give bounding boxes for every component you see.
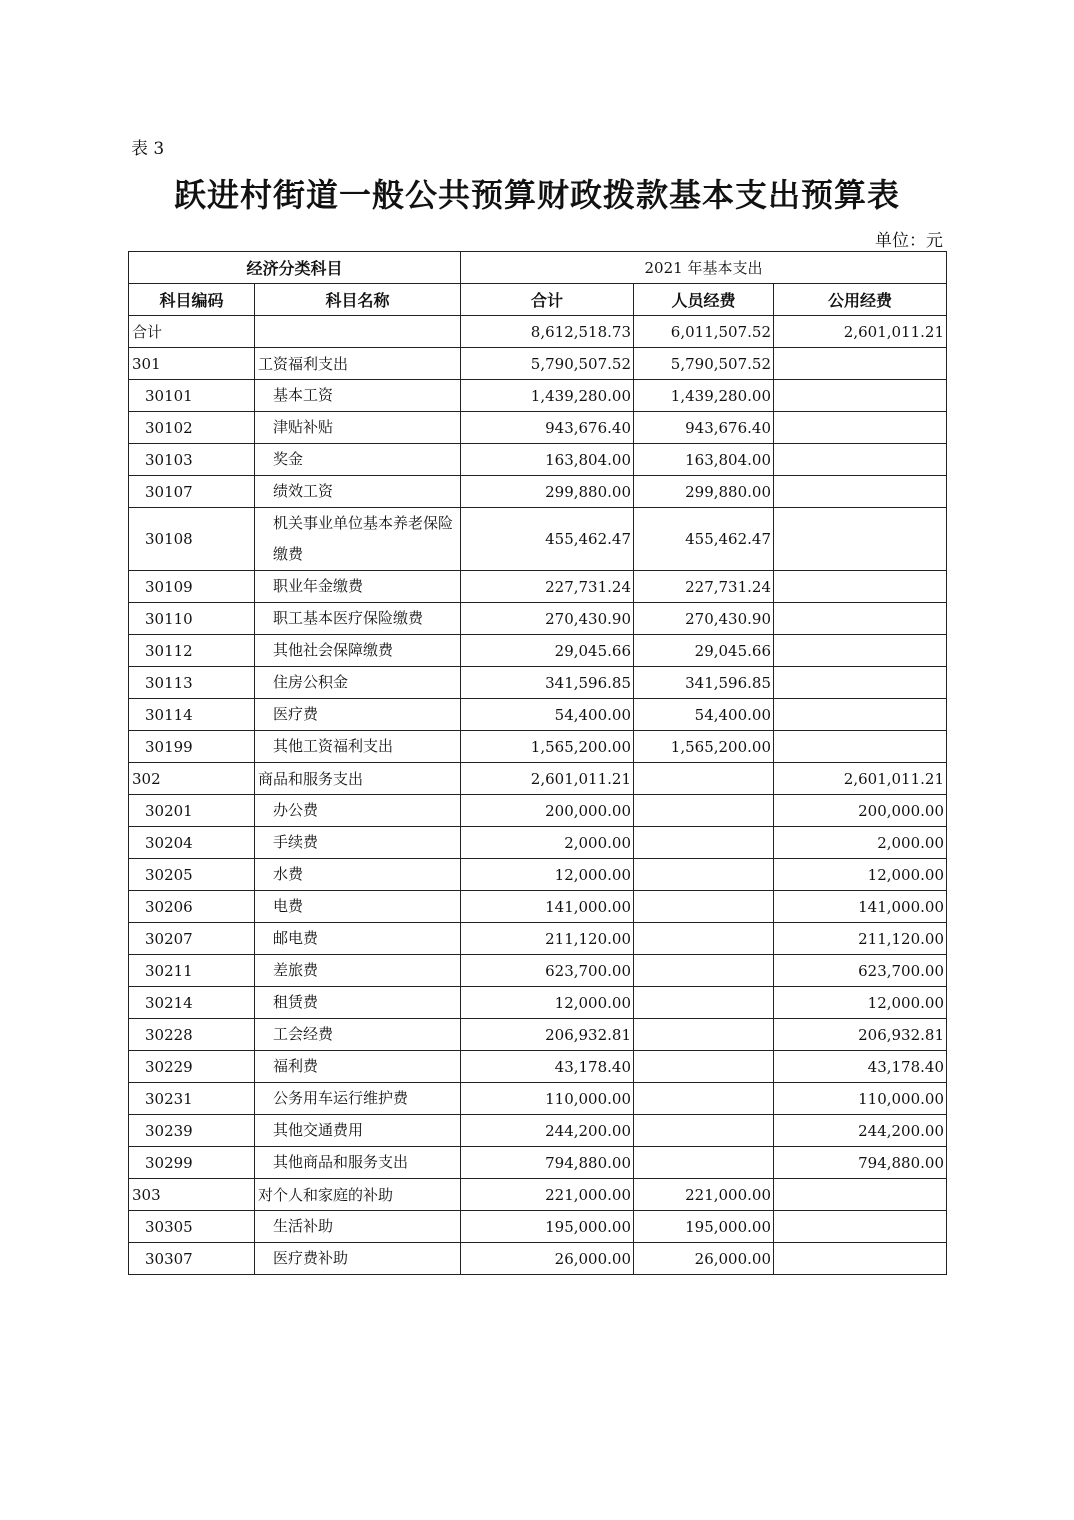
cell-name: 基本工资 bbox=[255, 380, 461, 412]
cell-code: 30199 bbox=[129, 731, 255, 763]
cell-name: 医疗费补助 bbox=[255, 1243, 461, 1275]
cell-total: 270,430.90 bbox=[461, 603, 634, 635]
cell-code: 30205 bbox=[129, 859, 255, 891]
cell-personnel bbox=[634, 827, 774, 859]
cell-name: 生活补助 bbox=[255, 1211, 461, 1243]
cell-total: 244,200.00 bbox=[461, 1115, 634, 1147]
cell-public: 141,000.00 bbox=[774, 891, 947, 923]
cell-personnel: 299,880.00 bbox=[634, 476, 774, 508]
cell-public: 206,932.81 bbox=[774, 1019, 947, 1051]
cell-code: 30201 bbox=[129, 795, 255, 827]
cell-personnel bbox=[634, 1051, 774, 1083]
table-row bbox=[129, 380, 947, 412]
table-row bbox=[129, 699, 947, 731]
table-row bbox=[129, 476, 947, 508]
table-row bbox=[129, 891, 947, 923]
table-row bbox=[129, 603, 947, 635]
cell-personnel: 26,000.00 bbox=[634, 1243, 774, 1275]
cell-public: 794,880.00 bbox=[774, 1147, 947, 1179]
cell-public bbox=[774, 731, 947, 763]
header-total: 合计 bbox=[461, 284, 634, 316]
cell-total: 623,700.00 bbox=[461, 955, 634, 987]
header-basic-expenditure: 2021 年基本支出 bbox=[461, 252, 947, 284]
table-row bbox=[129, 1179, 947, 1211]
cell-name: 办公费 bbox=[255, 795, 461, 827]
cell-personnel bbox=[634, 795, 774, 827]
cell-personnel bbox=[634, 1115, 774, 1147]
cell-name: 商品和服务支出 bbox=[255, 763, 461, 795]
table-row bbox=[129, 1115, 947, 1147]
header-name: 科目名称 bbox=[255, 284, 461, 316]
cell-name: 职工基本医疗保险缴费 bbox=[255, 603, 461, 635]
cell-total: 110,000.00 bbox=[461, 1083, 634, 1115]
cell-personnel: 5,790,507.52 bbox=[634, 348, 774, 380]
cell-personnel: 221,000.00 bbox=[634, 1179, 774, 1211]
cell-total: 206,932.81 bbox=[461, 1019, 634, 1051]
cell-name: 绩效工资 bbox=[255, 476, 461, 508]
cell-personnel bbox=[634, 1083, 774, 1115]
cell-name: 公务用车运行维护费 bbox=[255, 1083, 461, 1115]
cell-public: 200,000.00 bbox=[774, 795, 947, 827]
table-row bbox=[129, 1083, 947, 1115]
cell-total: 8,612,518.73 bbox=[461, 316, 634, 348]
table-row bbox=[129, 1243, 947, 1275]
cell-code: 302 bbox=[129, 763, 255, 795]
table-row bbox=[129, 795, 947, 827]
cell-public bbox=[774, 412, 947, 444]
cell-total: 1,565,200.00 bbox=[461, 731, 634, 763]
cell-name: 其他社会保障缴费 bbox=[255, 635, 461, 667]
table-row bbox=[129, 412, 947, 444]
table-row bbox=[129, 1211, 947, 1243]
cell-name: 工资福利支出 bbox=[255, 348, 461, 380]
cell-name bbox=[255, 316, 461, 348]
header-row-group bbox=[129, 252, 947, 284]
cell-total: 794,880.00 bbox=[461, 1147, 634, 1179]
cell-total: 299,880.00 bbox=[461, 476, 634, 508]
cell-name: 邮电费 bbox=[255, 923, 461, 955]
cell-code: 30113 bbox=[129, 667, 255, 699]
cell-code: 30109 bbox=[129, 571, 255, 603]
cell-code: 30228 bbox=[129, 1019, 255, 1051]
cell-public: 12,000.00 bbox=[774, 987, 947, 1019]
cell-total: 200,000.00 bbox=[461, 795, 634, 827]
cell-total: 163,804.00 bbox=[461, 444, 634, 476]
cell-public bbox=[774, 476, 947, 508]
cell-public: 2,601,011.21 bbox=[774, 763, 947, 795]
cell-code: 30204 bbox=[129, 827, 255, 859]
cell-public: 211,120.00 bbox=[774, 923, 947, 955]
cell-total: 1,439,280.00 bbox=[461, 380, 634, 412]
cell-name: 电费 bbox=[255, 891, 461, 923]
cell-personnel bbox=[634, 923, 774, 955]
table-row bbox=[129, 348, 947, 380]
table-row bbox=[129, 923, 947, 955]
cell-code: 30231 bbox=[129, 1083, 255, 1115]
cell-name: 对个人和家庭的补助 bbox=[255, 1179, 461, 1211]
cell-public bbox=[774, 1243, 947, 1275]
cell-code: 30110 bbox=[129, 603, 255, 635]
cell-code: 合计 bbox=[129, 316, 255, 348]
cell-personnel: 29,045.66 bbox=[634, 635, 774, 667]
cell-public bbox=[774, 444, 947, 476]
cell-personnel: 6,011,507.52 bbox=[634, 316, 774, 348]
cell-public bbox=[774, 667, 947, 699]
table-row bbox=[129, 1147, 947, 1179]
cell-code: 30101 bbox=[129, 380, 255, 412]
table-row bbox=[129, 955, 947, 987]
cell-total: 2,601,011.21 bbox=[461, 763, 634, 795]
cell-public: 623,700.00 bbox=[774, 955, 947, 987]
cell-name: 其他商品和服务支出 bbox=[255, 1147, 461, 1179]
cell-name: 医疗费 bbox=[255, 699, 461, 731]
cell-code: 30112 bbox=[129, 635, 255, 667]
cell-total: 455,462.47 bbox=[461, 508, 634, 571]
cell-total: 341,596.85 bbox=[461, 667, 634, 699]
header-public: 公用经费 bbox=[774, 284, 947, 316]
cell-public: 110,000.00 bbox=[774, 1083, 947, 1115]
cell-public: 12,000.00 bbox=[774, 859, 947, 891]
cell-personnel: 1,439,280.00 bbox=[634, 380, 774, 412]
cell-total: 227,731.24 bbox=[461, 571, 634, 603]
cell-code: 301 bbox=[129, 348, 255, 380]
table-row bbox=[129, 1051, 947, 1083]
cell-personnel bbox=[634, 891, 774, 923]
cell-total: 43,178.40 bbox=[461, 1051, 634, 1083]
cell-code: 30307 bbox=[129, 1243, 255, 1275]
cell-code: 30102 bbox=[129, 412, 255, 444]
cell-personnel bbox=[634, 763, 774, 795]
cell-total: 221,000.00 bbox=[461, 1179, 634, 1211]
cell-name: 职业年金缴费 bbox=[255, 571, 461, 603]
cell-code: 30107 bbox=[129, 476, 255, 508]
cell-total: 195,000.00 bbox=[461, 1211, 634, 1243]
table-row bbox=[129, 987, 947, 1019]
cell-total: 141,000.00 bbox=[461, 891, 634, 923]
cell-code: 30108 bbox=[129, 508, 255, 571]
table-row bbox=[129, 444, 947, 476]
cell-total: 12,000.00 bbox=[461, 987, 634, 1019]
cell-public: 244,200.00 bbox=[774, 1115, 947, 1147]
table-row bbox=[129, 731, 947, 763]
cell-total: 29,045.66 bbox=[461, 635, 634, 667]
table-row bbox=[129, 571, 947, 603]
table-row bbox=[129, 859, 947, 891]
cell-public bbox=[774, 1211, 947, 1243]
cell-personnel: 943,676.40 bbox=[634, 412, 774, 444]
table-row bbox=[129, 316, 947, 348]
cell-personnel bbox=[634, 1019, 774, 1051]
cell-code: 30239 bbox=[129, 1115, 255, 1147]
cell-code: 30214 bbox=[129, 987, 255, 1019]
cell-name: 其他交通费用 bbox=[255, 1115, 461, 1147]
cell-code: 30206 bbox=[129, 891, 255, 923]
cell-personnel bbox=[634, 955, 774, 987]
cell-name: 差旅费 bbox=[255, 955, 461, 987]
cell-public: 2,601,011.21 bbox=[774, 316, 947, 348]
table-row bbox=[129, 635, 947, 667]
cell-public bbox=[774, 571, 947, 603]
cell-code: 30229 bbox=[129, 1051, 255, 1083]
cell-public bbox=[774, 508, 947, 571]
cell-total: 943,676.40 bbox=[461, 412, 634, 444]
cell-public bbox=[774, 635, 947, 667]
cell-name: 租赁费 bbox=[255, 987, 461, 1019]
cell-code: 30114 bbox=[129, 699, 255, 731]
header-personnel: 人员经费 bbox=[634, 284, 774, 316]
cell-code: 30103 bbox=[129, 444, 255, 476]
cell-name: 工会经费 bbox=[255, 1019, 461, 1051]
cell-total: 211,120.00 bbox=[461, 923, 634, 955]
cell-personnel bbox=[634, 859, 774, 891]
cell-public bbox=[774, 348, 947, 380]
cell-personnel: 1,565,200.00 bbox=[634, 731, 774, 763]
cell-code: 30211 bbox=[129, 955, 255, 987]
cell-personnel: 163,804.00 bbox=[634, 444, 774, 476]
header-code: 科目编码 bbox=[129, 284, 255, 316]
cell-public: 43,178.40 bbox=[774, 1051, 947, 1083]
cell-total: 12,000.00 bbox=[461, 859, 634, 891]
cell-personnel: 455,462.47 bbox=[634, 508, 774, 571]
cell-code: 303 bbox=[129, 1179, 255, 1211]
cell-personnel: 227,731.24 bbox=[634, 571, 774, 603]
cell-personnel bbox=[634, 1147, 774, 1179]
table-number-label: 表 3 bbox=[131, 139, 165, 159]
cell-name: 住房公积金 bbox=[255, 667, 461, 699]
page-title: 跃进村街道一般公共预算财政拨款基本支出预算表 bbox=[173, 176, 900, 214]
cell-personnel bbox=[634, 987, 774, 1019]
cell-total: 2,000.00 bbox=[461, 827, 634, 859]
cell-name: 其他工资福利支出 bbox=[255, 731, 461, 763]
cell-personnel: 54,400.00 bbox=[634, 699, 774, 731]
table-row bbox=[129, 508, 947, 571]
cell-public bbox=[774, 1179, 947, 1211]
unit-label: 单位：元 bbox=[875, 231, 943, 251]
cell-public bbox=[774, 380, 947, 412]
cell-public bbox=[774, 603, 947, 635]
table-row bbox=[129, 763, 947, 795]
table-row bbox=[129, 667, 947, 699]
cell-name: 水费 bbox=[255, 859, 461, 891]
table-body bbox=[129, 316, 947, 1275]
table-row bbox=[129, 827, 947, 859]
table-row bbox=[129, 1019, 947, 1051]
cell-personnel: 270,430.90 bbox=[634, 603, 774, 635]
cell-personnel: 341,596.85 bbox=[634, 667, 774, 699]
cell-code: 30299 bbox=[129, 1147, 255, 1179]
budget-table bbox=[128, 251, 947, 1275]
header-economic-category: 经济分类科目 bbox=[129, 252, 461, 284]
cell-personnel: 195,000.00 bbox=[634, 1211, 774, 1243]
cell-name: 奖金 bbox=[255, 444, 461, 476]
cell-public: 2,000.00 bbox=[774, 827, 947, 859]
cell-name: 福利费 bbox=[255, 1051, 461, 1083]
cell-code: 30305 bbox=[129, 1211, 255, 1243]
cell-name: 手续费 bbox=[255, 827, 461, 859]
cell-total: 26,000.00 bbox=[461, 1243, 634, 1275]
cell-name: 津贴补贴 bbox=[255, 412, 461, 444]
cell-code: 30207 bbox=[129, 923, 255, 955]
cell-public bbox=[774, 699, 947, 731]
cell-total: 5,790,507.52 bbox=[461, 348, 634, 380]
cell-name: 机关事业单位基本养老保险缴费 bbox=[255, 508, 461, 571]
header-row-columns bbox=[129, 284, 947, 316]
cell-total: 54,400.00 bbox=[461, 699, 634, 731]
